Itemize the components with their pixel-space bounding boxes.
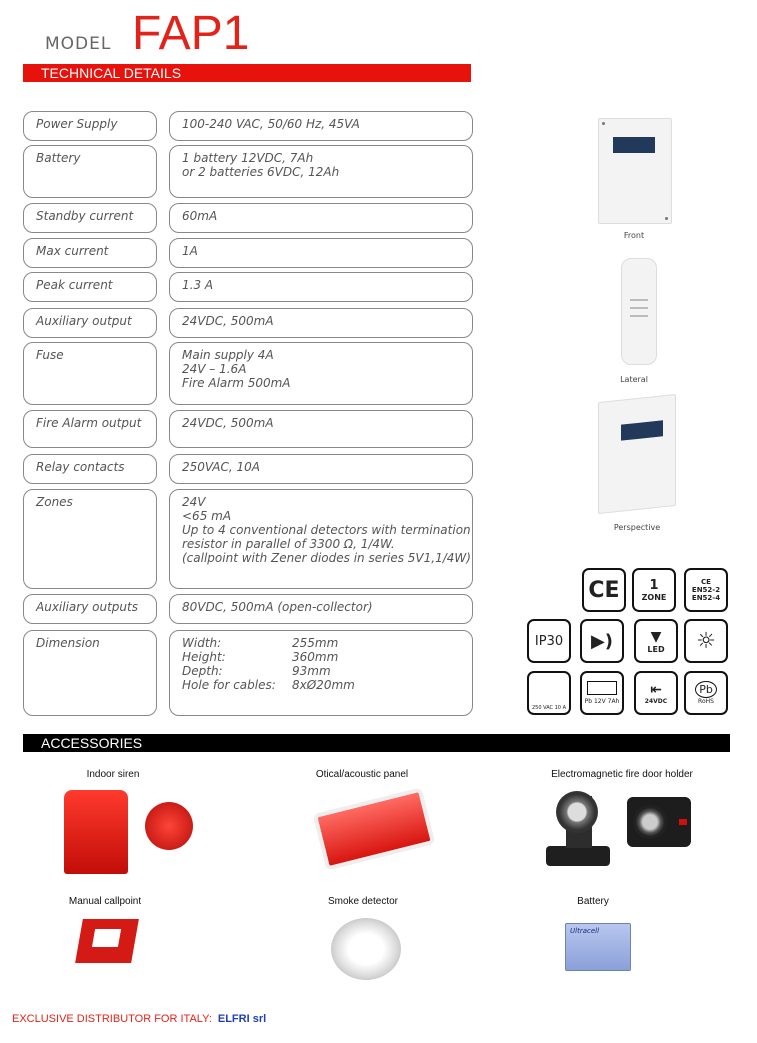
- spec-value: 24V <65 mA Up to 4 conventional detectors with termination resistor in parallel of 3300 Ω, 1/4W. (callpoint with Zener diodes in series 5V1,1/4W): [169, 489, 473, 589]
- technical-details-header: TECHNICAL DETAILS: [23, 64, 471, 82]
- spec-value: 24VDC, 500mA: [169, 410, 473, 448]
- spec-label: Fuse: [23, 342, 157, 405]
- footer-company: ELFRI srl: [217, 1013, 267, 1025]
- accessory-title: Battery: [577, 896, 609, 907]
- accessory-title: Electromagnetic fire door holder: [551, 769, 693, 780]
- product-front-image: [598, 118, 672, 224]
- spec-value: 1.3 A: [169, 272, 473, 302]
- spec-value: 24VDC, 500mA: [169, 308, 473, 338]
- zone-count-icon: 1 ZONE: [632, 568, 676, 612]
- spec-label: Power Supply: [23, 111, 157, 141]
- spec-label: Auxiliary output: [23, 308, 157, 338]
- perspective-caption: Perspective: [613, 523, 661, 532]
- model-label: MODEL: [45, 34, 112, 54]
- relay-icon: 250 VAC 10 A: [527, 671, 571, 715]
- accessory-title: Indoor siren: [86, 769, 140, 780]
- smoke-detector-image: [331, 918, 401, 980]
- ce-mark-icon: CE: [582, 568, 626, 612]
- accessory-title: Manual callpoint: [68, 896, 142, 907]
- spec-label: Relay contacts: [23, 454, 157, 484]
- indoor-siren-image: [64, 790, 128, 874]
- spec-label: Battery: [23, 145, 157, 198]
- battery-image: Ultracell: [565, 923, 631, 971]
- spec-label: Zones: [23, 489, 157, 589]
- model-name: FAP1: [132, 7, 250, 60]
- spec-label: Max current: [23, 238, 157, 268]
- manual-callpoint-image: [75, 919, 139, 963]
- siren-output-icon: ▶): [580, 619, 624, 663]
- spec-value: 250VAC, 10A: [169, 454, 473, 484]
- spec-label: Peak current: [23, 272, 157, 302]
- led-icon: ▼ LED: [634, 619, 678, 663]
- front-caption: Front: [623, 231, 645, 240]
- vdc-output-icon: ⇤ 24VDC: [634, 671, 678, 715]
- dimension-value: Width: 255mm Height: 360mm Depth: 93mm Hole for cables: 8xØ20mm: [169, 630, 473, 716]
- footer-text: EXCLUSIVE DISTRIBUTOR FOR ITALY:: [12, 1013, 212, 1025]
- spec-value: Main supply 4A 24V – 1.6A Fire Alarm 500mA: [169, 342, 473, 405]
- accessory-title: Smoke detector: [327, 896, 399, 907]
- battery-icon: Pb 12V 7Ah: [580, 671, 624, 715]
- en54-certification-icon: CE EN52-2 EN52-4: [684, 568, 728, 612]
- lateral-caption: Lateral: [620, 375, 648, 384]
- dimension-label: Dimension: [23, 630, 157, 716]
- product-lateral-image: [621, 258, 657, 365]
- ip30-icon: IP30: [527, 619, 571, 663]
- door-holder-box-image: [627, 797, 691, 847]
- indoor-siren-round-image: [145, 802, 193, 850]
- spec-value: 60mA: [169, 203, 473, 233]
- spec-value: 80VDC, 500mA (open-collector): [169, 594, 473, 624]
- spec-label: Standby current: [23, 203, 157, 233]
- rohs-icon: Pb RoHS: [684, 671, 728, 715]
- product-perspective-image: [598, 394, 676, 514]
- light-icon: ☼: [684, 619, 728, 663]
- spec-label: Fire Alarm output: [23, 410, 157, 448]
- optical-acoustic-panel-image: [313, 787, 436, 870]
- spec-value: 1 battery 12VDC, 7Ah or 2 batteries 6VDC, 12Ah: [169, 145, 473, 198]
- spec-label: Auxiliary outputs: [23, 594, 157, 624]
- spec-value: 1A: [169, 238, 473, 268]
- door-holder-magnet-image: [556, 791, 598, 833]
- door-holder-base-image: [546, 846, 610, 866]
- footer-distributor: [12, 1013, 266, 1025]
- spec-value: 100-240 VAC, 50/60 Hz, 45VA: [169, 111, 473, 141]
- accessory-title: Otical/acoustic panel: [315, 769, 409, 780]
- accessories-header: ACCESSORIES: [23, 734, 730, 752]
